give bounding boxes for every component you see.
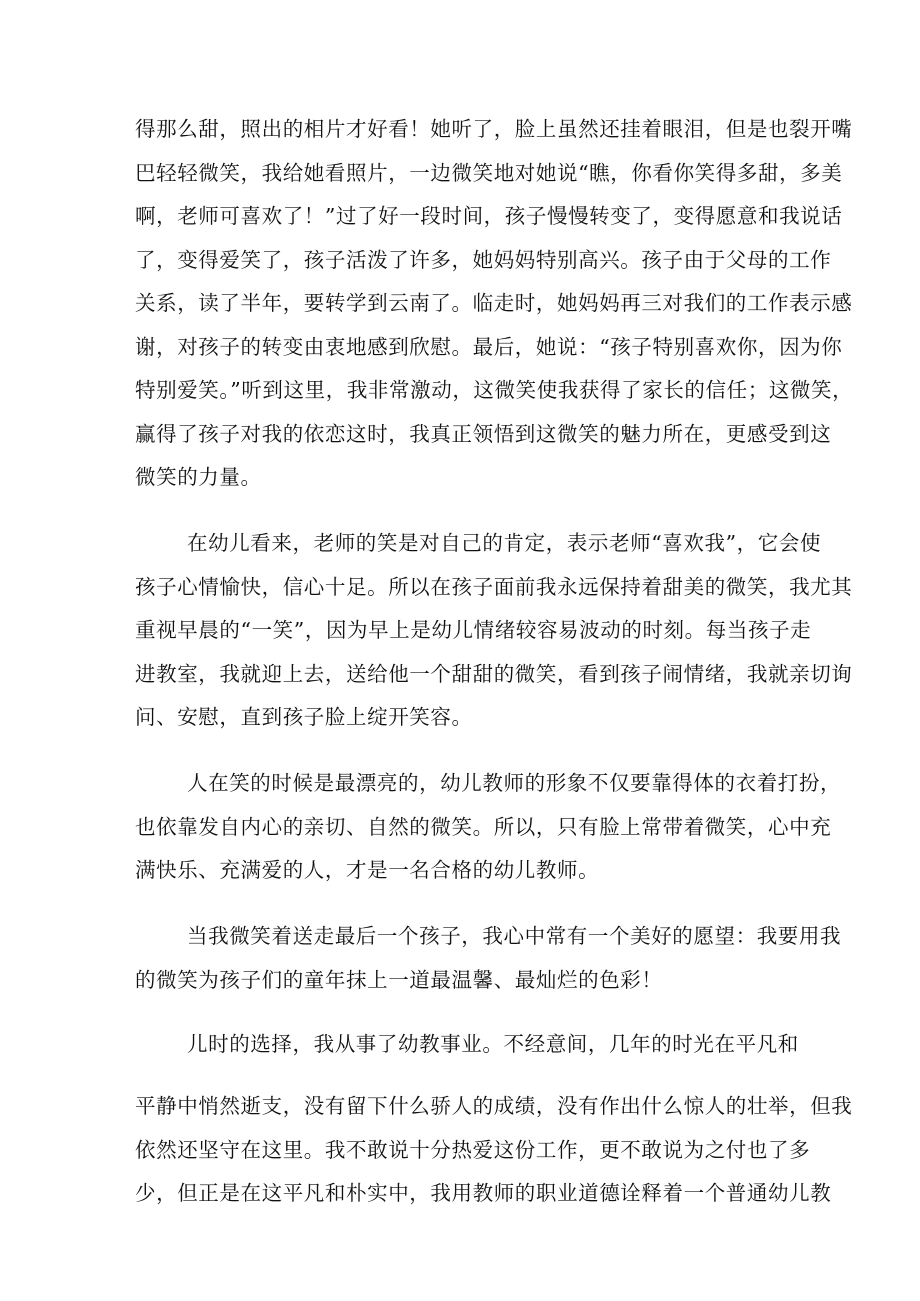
paragraph-5 xyxy=(135,1023,799,1067)
text-line: 孩子心情愉快，信心十足。所以在孩子面前我永远保持着甜美的微笑，我尤其 xyxy=(135,574,853,599)
text-line: 谢，对孩子的转变由衷地感到欣慰。最后，她说：“孩子特别喜欢你，因为你 xyxy=(135,334,843,359)
text-line: 的微笑为孩子们的童年抹上一道最温馨、最灿烂的色彩！ xyxy=(135,967,663,992)
paragraph-1 xyxy=(135,108,854,500)
text-line: 重视早晨的“一笑”，因为早上是幼儿情绪较容易波动的时刻。每当孩子走 xyxy=(135,618,812,642)
paragraph-6 xyxy=(135,1085,853,1216)
text-line: 人在笑的时候是最漂亮的，幼儿教师的形象不仅要靠得体的衣着打扮， xyxy=(187,771,842,795)
text-line: 了，变得爱笑了，孩子活泼了许多，她妈妈特别高兴。孩子由于父母的工作 xyxy=(135,247,832,272)
text-line: 特别爱笑。”听到这里，我非常激动，这微笑使我获得了家长的信任；这微笑， xyxy=(135,378,854,402)
text-line: 当我微笑着送走最后一个孩子，我心中常有一个美好的愿望：我要用我 xyxy=(187,924,842,948)
text-line: 平静中悄然逝支，没有留下什么骄人的成绩，没有作出什么惊人的壮举，但我 xyxy=(135,1094,853,1118)
text-line: 啊，老师可喜欢了！”过了好一段时间，孩子慢慢转变了，变得愿意和我说话 xyxy=(135,204,843,228)
text-line: 少，但正是在这平凡和朴实中，我用教师的职业道德诠释着一个普通幼儿教 xyxy=(135,1181,832,1205)
paragraph-4 xyxy=(135,915,842,1002)
text-line: 也依靠发自内心的亲切、自然的微笑。所以，只有脸上常带着微笑，心中充 xyxy=(135,814,832,839)
text-line: 在幼儿看来，老师的笑是对自己的肯定，表示老师“喜欢我”，它会使 xyxy=(187,531,822,555)
text-line: 得那么甜，照出的相片才好看！她听了，脸上虽然还挂着眼泪，但是也裂开嘴 xyxy=(135,117,853,141)
text-line: 依然还坚守在这里。我不敢说十分热爱这份工作，更不敢说为之付也了多 xyxy=(135,1137,811,1162)
text-line: 巴轻轻微笑，我给她看照片，一边微笑地对她说“瞧，你看你笑得多甜，多美 xyxy=(135,160,843,185)
text-line: 儿时的选择，我从事了幼教事业。不经意间，几年的时光在平凡和 xyxy=(187,1032,799,1056)
text-line: 微笑的力量。 xyxy=(135,465,262,489)
paragraph-3 xyxy=(135,762,842,893)
text-line: 关系，读了半年，要转学到云南了。临走时，她妈妈再三对我们的工作表示感 xyxy=(135,291,853,315)
text-line: 赢得了孩子对我的依恋这时，我真正领悟到这微笑的魅力所在，更感受到这 xyxy=(135,421,832,446)
paragraph-2 xyxy=(135,522,853,740)
text-line: 满快乐、充满爱的人，才是一名合格的幼儿教师。 xyxy=(135,858,600,882)
text-line: 进教室，我就迎上去，送给他一个甜甜的微笑，看到孩子闹情绪，我就亲切询 xyxy=(135,661,853,686)
text-line: 问、安慰，直到孩子脸上绽开笑容。 xyxy=(135,705,473,729)
